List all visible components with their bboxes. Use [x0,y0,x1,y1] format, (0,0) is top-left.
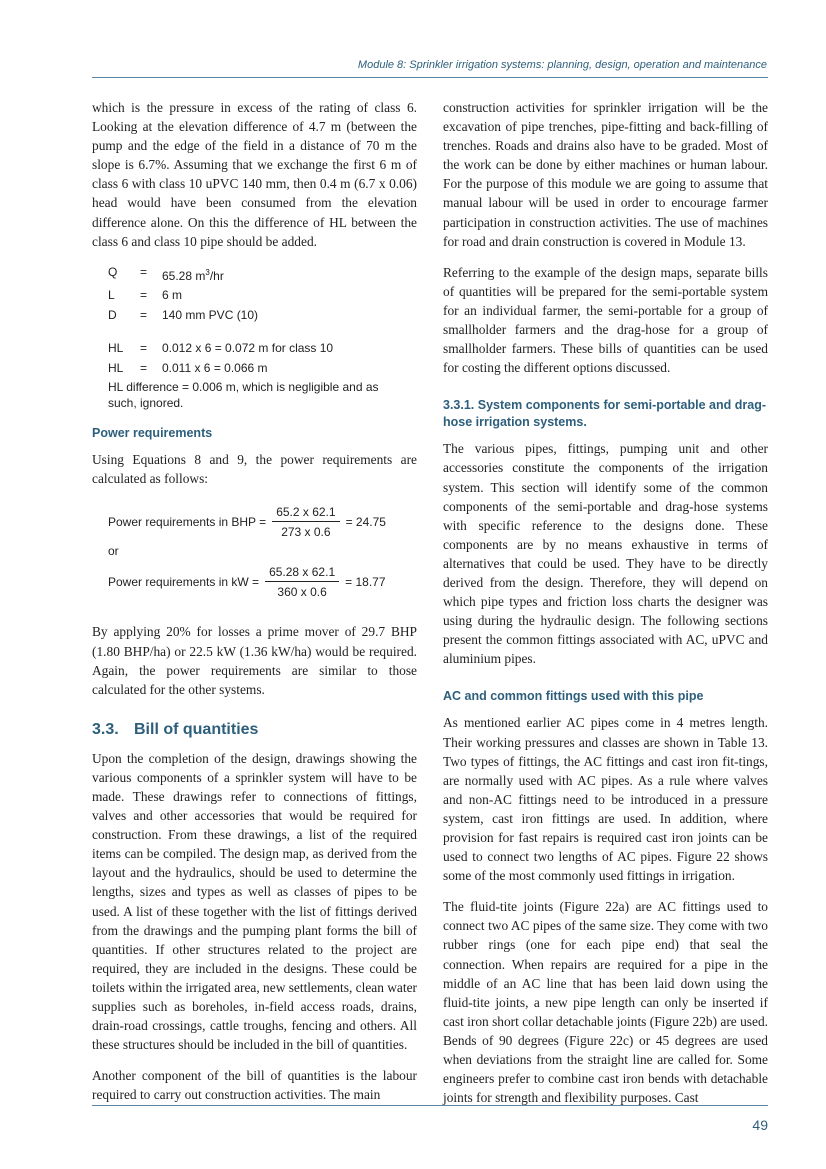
numerator: 65.28 x 62.1 [265,565,339,582]
subheading: 3.3.1. System components for semi-portable and drag-hose irrigation systems. [443,398,766,430]
running-header: Module 8: Sprinkler irrigation systems: planning, design, operation and maintenance [357,59,767,71]
paragraph: As mentioned earlier AC pipes come in 4 metres length. Their working pressures and classes are shown in Table 13. Two types of fittings, the AC fittings and cast iron fit-tings, are normally used with AC pipes. As a rule where valves and non-AC fittings need to be introduced in a pressure system, cast iron fittings are used. In addition, where provision for fast repairs is required cast iron joints can be used to connect two lengths of AC pipes. Figure 22 shows some of the most commonly used fittings in irrigation. [443,715,768,884]
eq-result: = 18.77 [345,575,386,590]
subheading-power: Power requirements [92,426,213,441]
denominator: 273 x 0.6 [281,525,331,540]
eq-operator: = [140,307,148,322]
paragraph: Using Equations 8 and 9, the power requirements are calculated as follows: [92,452,417,487]
eq-operator: = [140,360,148,375]
head-loss-equations [108,263,417,412]
eq-value: 0.012 x 6 = 0.072 m for class 10 [162,341,334,356]
eq-symbol: HL [108,341,124,356]
section-heading [92,721,417,739]
paragraph: which is the pressure in excess of the rating of class 6. Looking at the elevation difference of 4.7 m (between the pump and the edge of the field in a distance of 70 m the slope is 6.7%. Assuming that we exchange the first 6 m of class 6 with class 10 uPVC 140 mm, then 0.4 m (6.7 x 0.06) head would have been consumed from the elevation difference alone. On this the difference of HL between the class 6 and class 10 pipe should be added. [92,100,417,249]
eq-symbol: L [108,288,115,303]
header-rule [92,77,768,78]
paragraph: The various pipes, fittings, pumping unit and other accessories constitute the components of the irrigation system. This section will identify some of the common components of the semi-portable and drag-hose systems with specific reference to the designs done. These components are by no means exhaustive in terms of alternatives that could be used. They have to be directly derived from the design. Therefore, they will depend on which pipe types and friction loss charts the designer was using during the hydraulic design. The following sections present the common fittings associated with AC, uPVC and aluminium pipes. [443,441,768,667]
fraction [272,505,339,539]
subheading: AC and common fittings used with this pipe [443,689,704,704]
kw-equation [108,560,417,604]
right-column [443,98,768,1119]
footer-rule [92,1105,768,1106]
eq-value: 65.28 $m^3/hr$ [162,267,224,283]
paragraph: By applying 20% for losses a prime mover of 29.7 BHP (1.80 BHP/ha) or 22.5 kW (1.36 kW/ha) would be required. Again, the power requirements are similar to those calculated for the other systems. [92,624,417,697]
eq-value: 140 mm PVC (10) [162,307,259,322]
paragraph: Referring to the example of the design maps, separate bills of quantities will be prepared for the semi-portable system for an individual farmer, the semi-portable for a group of smallholder farmers and the drag-hose for a group of smallholder farmers. These bills of quantities can be used for costing the different options discussed. [443,264,768,376]
section-number: 3.3. [92,720,119,738]
eq-result: = 24.75 [345,515,386,530]
eq-symbol: D [108,307,117,322]
eq-operator: = [140,288,148,303]
fraction [265,565,339,599]
paragraph: construction activities for sprinkler irrigation will be the excavation of pipe trenches, pipe-fitting and back-filling of trenches. Roads and drains also have to be graded. Most of the work can be done by either machines or human labour. For the purpose of this module we are going to assume that manual labour will be used in order to encourage farmer participation in construction activities. The use of machines for road and drain construction is covered in Module 13. [443,100,768,249]
eq-value: 6 m [162,288,183,303]
section-title: Bill of quantities [134,720,259,738]
eq-symbol: Q [108,264,118,279]
left-column [92,98,417,1117]
denominator: 360 x 0.6 [277,585,327,600]
paragraph: The fluid-tite joints (Figure 22a) are AC fittings used to connect two AC pipes of the same size. They come with two rubber rings (one for each pipe end) that seal the connection. When repairs are required for a pipe in the middle of an AC line that has been laid down using the fluid-tite joints, a new pipe length can only be inserted if cast iron short collar detachable joints (Figure 22b) are used. Bends of 90 degrees (Figure 22c) or 45 degrees are used when deviations from the straight line are called for. Some engineers prefer to combine cast iron bends with detachable joints for strength and flexibility purposes. Cast [443,899,768,1106]
eq-operator: = [140,264,148,279]
or-label: or [108,544,119,559]
page-number: 49 [752,1117,768,1133]
bhp-equation [108,500,417,544]
eq-label: Power requirements in BHP = [108,515,267,530]
eq-value: 0.011 x 6 = 0.066 m [162,360,268,375]
eq-note: HL difference = 0.006 m, which is negligible and as such, ignored. [108,380,379,410]
numerator: 65.2 x 62.1 [272,505,339,522]
eq-label: Power requirements in kW = [108,575,260,590]
eq-symbol: HL [108,360,124,375]
paragraph: Another component of the bill of quantities is the labour required to carry out construction activities. The main [92,1068,417,1103]
paragraph: Upon the completion of the design, drawings showing the various components of a sprinkler system will have to be made. These drawings refer to connections of fittings, valves and other accessories that would be required for construction. From these drawings, a list of the required items can be compiled. The design map, as derived from the layout and the hydraulics, should be used to determine the lengths, sizes and types as well as classes of pipes to be used. A list of these together with the list of fittings derived from the drawings and the pumping plant forms the bill of quantities. If other structures related to the project are required, they are included in the designs. These could be toilets within the irrigated area, new settlements, clean water supplies such as boreholes, in-field access roads, drains, drain-road crossings, cattle troughs, fencing and others. All these structures should be included in the bill of quantities. [92,750,417,1053]
eq-operator: = [140,341,148,356]
